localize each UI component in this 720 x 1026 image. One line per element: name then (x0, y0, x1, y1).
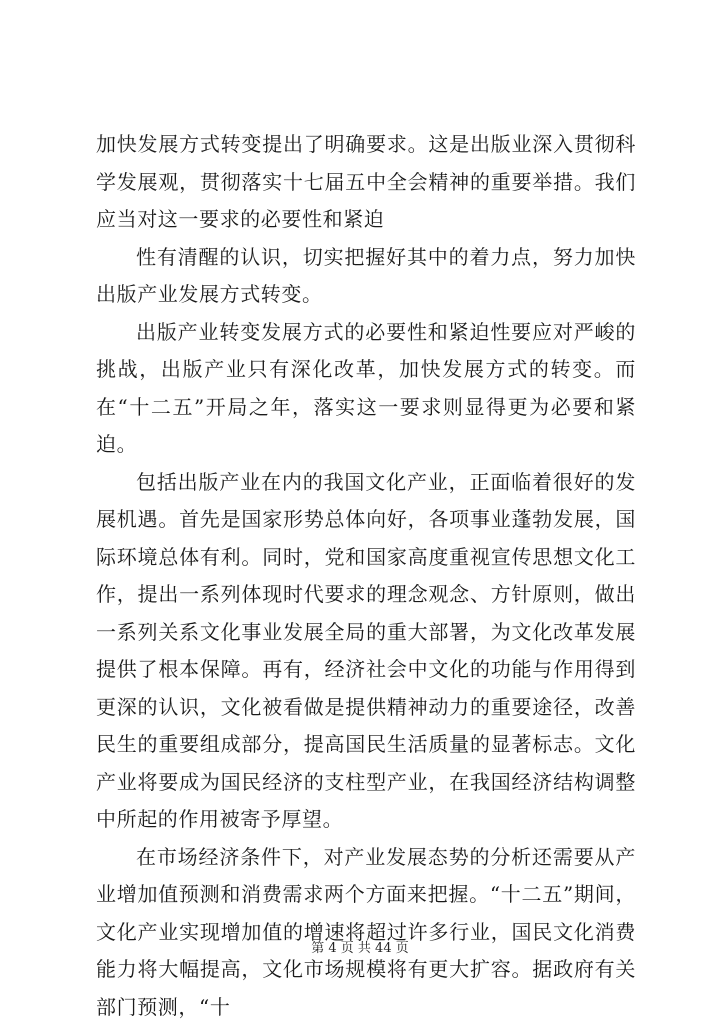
paragraph: 包括出版产业在内的我国文化产业，正面临着很好的发展机遇。首先是国家形势总体向好，各项事业蓬勃发展，国际环境总体有利。同时，党和国家高度重视宣传思想文化工作，提出一系列体现时代要求的理念观念、方针原则，做出一系列关系文化事业发展全局的重大部署，为文化改革发展提供了根本保障。再有，经济社会中文化的功能与作用得到更深的认识，文化被看做是提供精神动力的重要途径，改善民生的重要组成部分，提高国民生活质量的显著标志。文化产业将要成为国民经济的支柱型产业，在我国经济结构调整中所起的作用被寄予厚望。 (96, 464, 636, 839)
paragraph: 在市场经济条件下，对产业发展态势的分析还需要从产业增加值预测和消费需求两个方面来把握。“十二五”期间，文化产业实现增加值的增速将超过许多行业，国民文化消费能力将大幅提高，文化市场规模将有更大扩容。据政府有关部门预测，“十 (96, 839, 636, 1026)
paragraph: 出版产业转变发展方式的必要性和紧迫性要应对严峻的挑战，出版产业只有深化改革，加快发展方式的转变。而在“十二五”开局之年，落实这一要求则显得更为必要和紧迫。 (96, 314, 636, 464)
document-body (96, 126, 636, 1026)
page-number-footer: 第 4 页 共 44 页 (0, 937, 720, 956)
paragraph: 性有清醒的认识，切实把握好其中的着力点，努力加快出版产业发展方式转变。 (96, 239, 636, 314)
paragraph-continued: 加快发展方式转变提出了明确要求。这是出版业深入贯彻科学发展观，贯彻落实十七届五中全会精神的重要举措。我们应当对这一要求的必要性和紧迫 (96, 126, 636, 239)
